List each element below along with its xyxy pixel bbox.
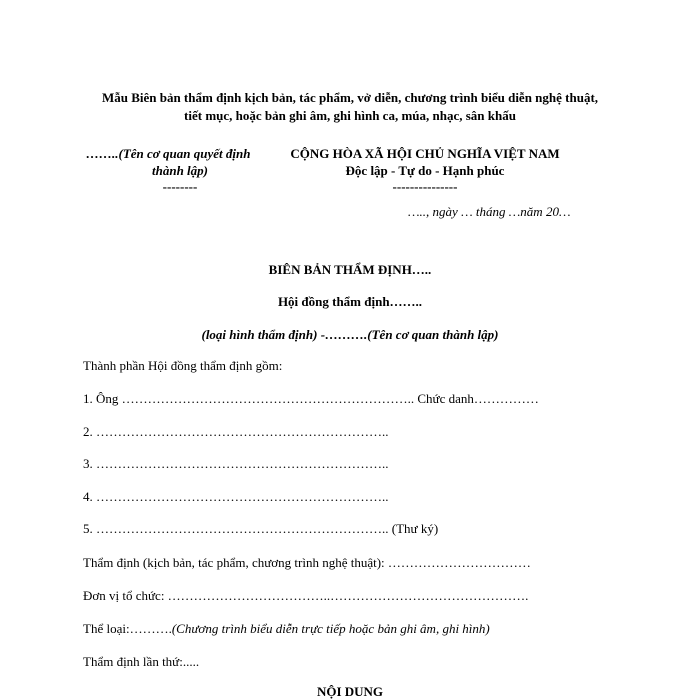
date-line: ….., ngày … tháng …năm 20… <box>408 204 571 219</box>
member-line-secretary: 5. ………………………………………………………….. (Thư ký) <box>83 521 439 536</box>
agency-divider: -------- <box>162 179 198 194</box>
organizer-line: Đơn vị tổ chức: ………………………………..………………………………………. <box>83 588 529 603</box>
main-title: BIÊN BẢN THẨM ĐỊNH….. <box>268 262 432 277</box>
member-line: 2. ………………………………………………………….. <box>83 424 389 439</box>
document-title-line-2: tiết mục, hoặc bản ghi âm, ghi hình ca, múa, nhạc, sân khấu <box>184 108 516 123</box>
issuing-agency-line-2: thành lập) <box>152 163 208 178</box>
council-line: Hội đồng thẩm định…….. <box>277 294 423 309</box>
content-heading: NỘI DUNG <box>316 684 384 699</box>
member-line: 1. Ông ………………………………………………………….. Chức danh…………… <box>83 391 539 406</box>
genre-value: (Chương trình biểu diễn trực tiếp hoặc bản ghi âm, ghi hình) <box>171 621 490 636</box>
appraisal-round-line: Thẩm định lần thứ:..... <box>83 654 200 669</box>
national-name: CỘNG HÒA XÃ HỘI CHỦ NGHĨA VIỆT NAM <box>290 146 560 161</box>
genre-label: Thể loại:………. <box>83 621 172 636</box>
document-title-line-1: Mẫu Biên bản thẩm định kịch bản, tác phẩm, vở diễn, chương trình biểu diễn nghệ thuật, <box>101 90 599 105</box>
genre-line <box>83 621 490 637</box>
members-intro: Thành phần Hội đồng thẩm định gồm: <box>83 358 283 373</box>
appraisal-type-line: (loại hình thẩm định) -……….(Tên cơ quan thành lập) <box>201 327 499 342</box>
issuing-agency-line-1: ……..(Tên cơ quan quyết định <box>86 146 251 161</box>
member-line: 4. ………………………………………………………….. <box>83 489 389 504</box>
national-motto: Độc lập - Tự do - Hạnh phúc <box>345 163 505 178</box>
motto-divider: --------------- <box>392 179 458 194</box>
member-line: 3. ………………………………………………………….. <box>83 456 389 471</box>
appraisal-subject-line: Thẩm định (kịch bản, tác phẩm, chương trình nghệ thuật): …………………………… <box>83 555 531 570</box>
